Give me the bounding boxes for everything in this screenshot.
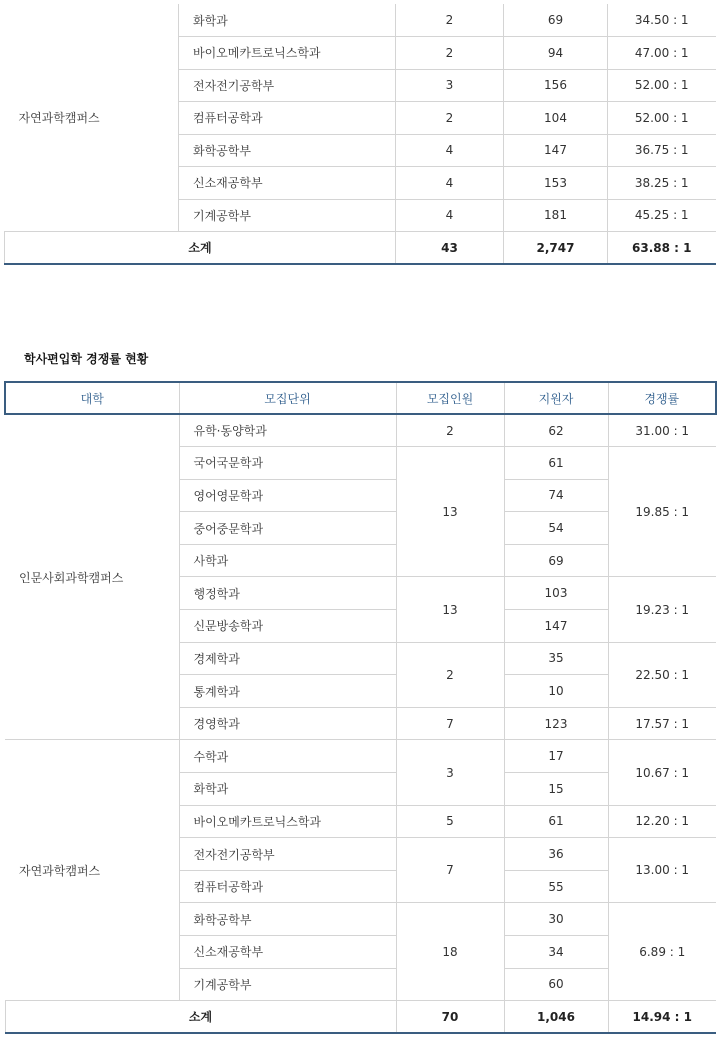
quota-cell: 18 (396, 903, 504, 1001)
quota-cell: 2 (396, 102, 504, 135)
ratio-cell: 52.00 : 1 (608, 69, 716, 102)
quota-cell: 13 (396, 447, 504, 577)
header-applicants: 지원자 (504, 382, 608, 414)
table-row (5, 414, 716, 447)
applicants-cell: 156 (504, 69, 608, 102)
unit-cell: 컴퓨터공학과 (179, 102, 396, 135)
unit-cell: 신소재공학부 (179, 936, 396, 969)
unit-cell: 기계공학부 (179, 968, 396, 1001)
unit-cell: 화학과 (179, 773, 396, 806)
header-ratio: 경쟁률 (608, 382, 716, 414)
header-college: 대학 (5, 382, 179, 414)
applicants-cell: 10 (504, 675, 608, 708)
applicants-cell: 55 (504, 870, 608, 903)
unit-cell: 컴퓨터공학과 (179, 870, 396, 903)
unit-cell: 중어중문학과 (179, 512, 396, 545)
applicants-cell: 34 (504, 936, 608, 969)
unit-cell: 바이오메카트로닉스학과 (179, 805, 396, 838)
ratio-cell: 12.20 : 1 (608, 805, 716, 838)
quota-cell: 4 (396, 167, 504, 200)
subtotal-quota: 70 (396, 1001, 504, 1034)
ratio-cell: 31.00 : 1 (608, 414, 716, 447)
applicants-cell: 104 (504, 102, 608, 135)
ratio-cell: 22.50 : 1 (608, 642, 716, 707)
unit-cell: 유학·동양학과 (179, 414, 396, 447)
quota-cell: 2 (396, 4, 504, 37)
unit-cell: 전자전기공학부 (179, 69, 396, 102)
ratio-cell: 36.75 : 1 (608, 134, 716, 167)
applicants-cell: 61 (504, 805, 608, 838)
quota-cell: 13 (396, 577, 504, 642)
ratio-cell: 13.00 : 1 (608, 838, 716, 903)
ratio-cell: 19.23 : 1 (608, 577, 716, 642)
competition-table-transfer (4, 381, 717, 1034)
quota-cell: 2 (396, 414, 504, 447)
applicants-cell: 17 (504, 740, 608, 773)
applicants-cell: 181 (504, 199, 608, 232)
applicants-cell: 69 (504, 544, 608, 577)
quota-cell: 3 (396, 69, 504, 102)
table-row (5, 4, 716, 37)
subtotal-row (5, 1001, 716, 1034)
subtotal-applicants: 2,747 (504, 232, 608, 265)
unit-cell: 수학과 (179, 740, 396, 773)
unit-cell: 바이오메카트로닉스학과 (179, 37, 396, 70)
applicants-cell: 123 (504, 707, 608, 740)
ratio-cell: 52.00 : 1 (608, 102, 716, 135)
quota-cell: 4 (396, 134, 504, 167)
unit-cell: 기계공학부 (179, 199, 396, 232)
header-quota: 모집인원 (396, 382, 504, 414)
section-title: 학사편입학 경쟁률 현황 (24, 352, 149, 366)
subtotal-label: 소계 (5, 1001, 396, 1034)
unit-cell: 사학과 (179, 544, 396, 577)
applicants-cell: 94 (504, 37, 608, 70)
subtotal-applicants: 1,046 (504, 1001, 608, 1034)
unit-cell: 신문방송학과 (179, 610, 396, 643)
unit-cell: 화학공학부 (179, 903, 396, 936)
quota-cell: 3 (396, 740, 504, 805)
applicants-cell: 147 (504, 134, 608, 167)
subtotal-ratio: 63.88 : 1 (608, 232, 716, 265)
header-unit: 모집단위 (179, 382, 396, 414)
applicants-cell: 36 (504, 838, 608, 871)
subtotal-ratio: 14.94 : 1 (608, 1001, 716, 1034)
applicants-cell: 103 (504, 577, 608, 610)
applicants-cell: 54 (504, 512, 608, 545)
quota-cell: 7 (396, 838, 504, 903)
college-cell: 자연과학캠퍼스 (5, 4, 179, 232)
applicants-cell: 15 (504, 773, 608, 806)
unit-cell: 신소재공학부 (179, 167, 396, 200)
applicants-cell: 62 (504, 414, 608, 447)
unit-cell: 통계학과 (179, 675, 396, 708)
ratio-cell: 19.85 : 1 (608, 447, 716, 577)
ratio-cell: 17.57 : 1 (608, 707, 716, 740)
ratio-cell: 45.25 : 1 (608, 199, 716, 232)
applicants-cell: 147 (504, 610, 608, 643)
applicants-cell: 60 (504, 968, 608, 1001)
unit-cell: 행정학과 (179, 577, 396, 610)
applicants-cell: 74 (504, 479, 608, 512)
quota-cell: 4 (396, 199, 504, 232)
ratio-cell: 6.89 : 1 (608, 903, 716, 1001)
unit-cell: 전자전기공학부 (179, 838, 396, 871)
unit-cell: 국어국문학과 (179, 447, 396, 480)
quota-cell: 7 (396, 707, 504, 740)
subtotal-row (5, 232, 716, 265)
applicants-cell: 30 (504, 903, 608, 936)
unit-cell: 영어영문학과 (179, 479, 396, 512)
college-cell: 자연과학캠퍼스 (5, 740, 179, 1001)
competition-table-top (4, 4, 716, 265)
table-row (5, 740, 716, 773)
applicants-cell: 61 (504, 447, 608, 480)
unit-cell: 경영학과 (179, 707, 396, 740)
unit-cell: 경제학과 (179, 642, 396, 675)
college-cell: 인문사회과학캠퍼스 (5, 414, 179, 740)
unit-cell: 화학공학부 (179, 134, 396, 167)
ratio-cell: 47.00 : 1 (608, 37, 716, 70)
subtotal-quota: 43 (396, 232, 504, 265)
ratio-cell: 34.50 : 1 (608, 4, 716, 37)
quota-cell: 2 (396, 642, 504, 707)
applicants-cell: 153 (504, 167, 608, 200)
applicants-cell: 69 (504, 4, 608, 37)
quota-cell: 5 (396, 805, 504, 838)
ratio-cell: 38.25 : 1 (608, 167, 716, 200)
ratio-cell: 10.67 : 1 (608, 740, 716, 805)
subtotal-label: 소계 (5, 232, 396, 265)
applicants-cell: 35 (504, 642, 608, 675)
unit-cell: 화학과 (179, 4, 396, 37)
quota-cell: 2 (396, 37, 504, 70)
header-row (5, 382, 716, 414)
